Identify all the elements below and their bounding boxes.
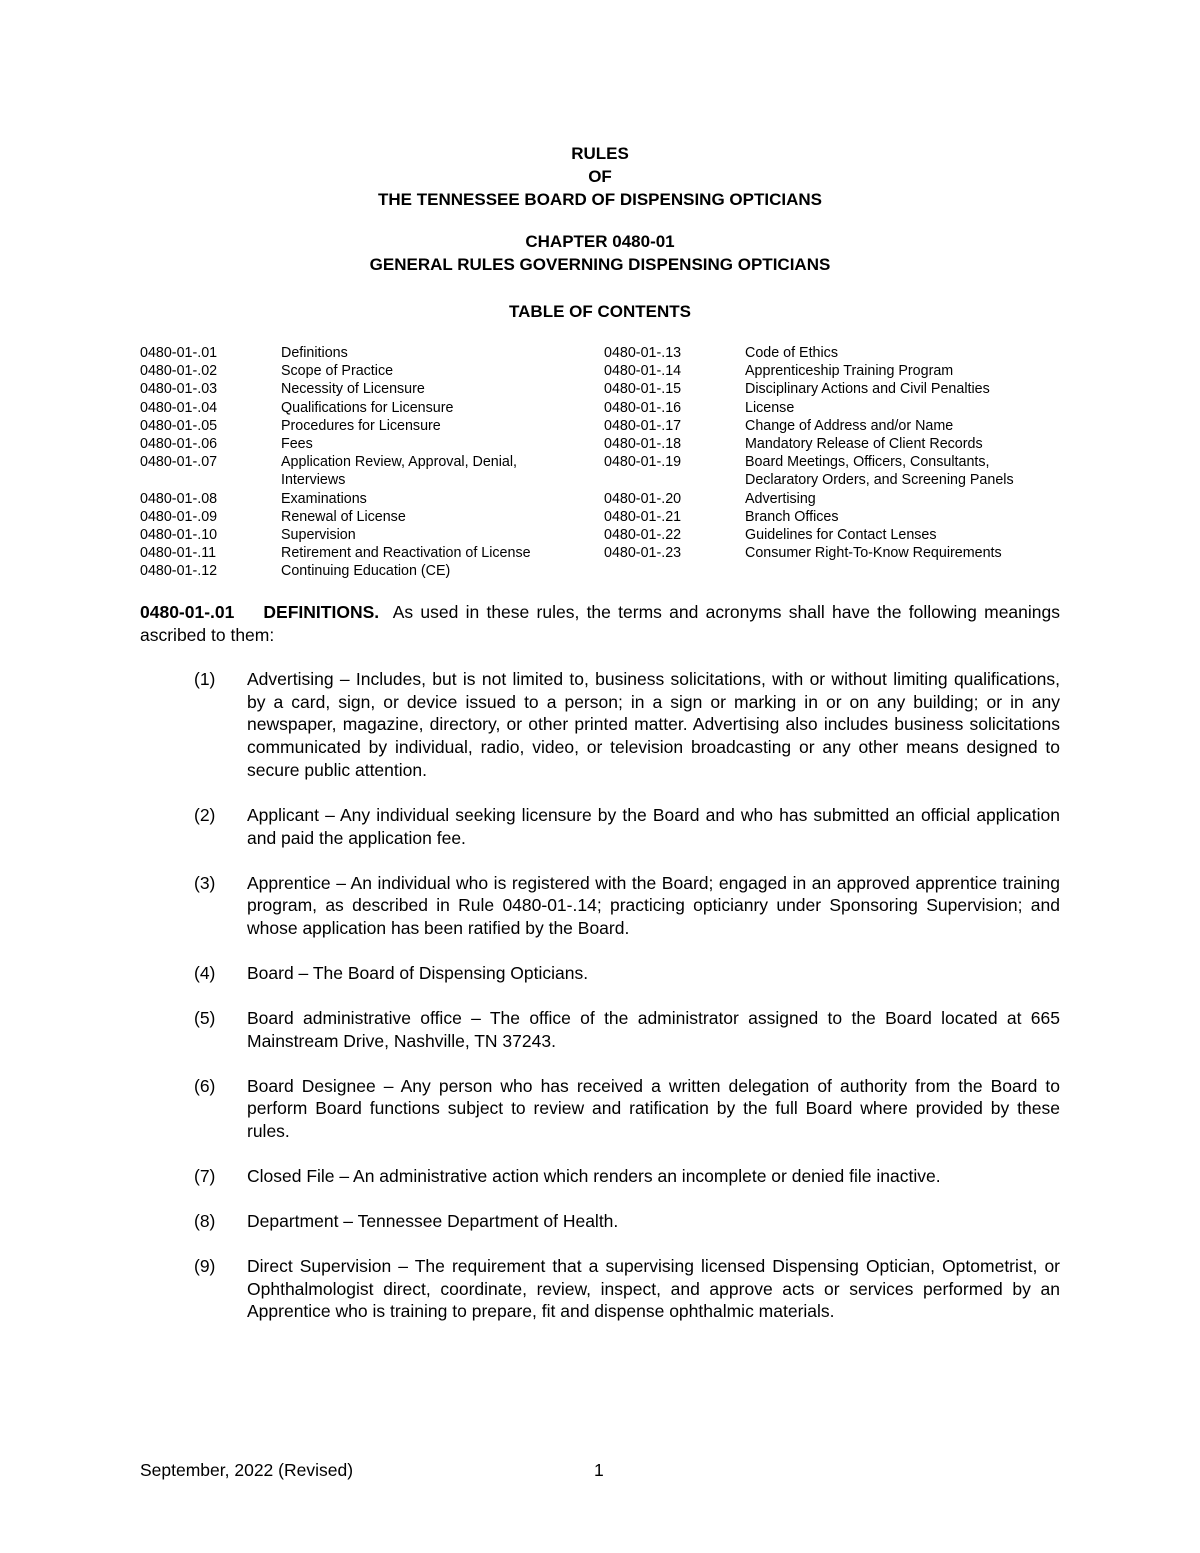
toc-entry-number: 0480-01-.11 — [140, 545, 217, 562]
definition-text: Board Designee – Any person who has received a written delegation of authority from the Board to perform Board functions subject to review and ratification by the full Board where provided by these rules. — [247, 1075, 1060, 1142]
toc-entry-number: 0480-01-.01 — [140, 345, 218, 361]
toc-entry[interactable] — [604, 453, 1064, 489]
toc-right-column — [604, 344, 1064, 562]
toc-entry-number: 0480-01-.12 — [140, 563, 218, 580]
toc-entry[interactable] — [140, 362, 580, 380]
definition-text: Board administrative office – The office of the administrator assigned to the Board located at 665 Mainstream Drive, Nashville, TN 37243. — [247, 1007, 1060, 1051]
definition-text: Applicant – Any individual seeking licensure by the Board and who has submitted an official application and paid the application fee. — [247, 804, 1060, 848]
toc-entry-number: 0480-01-.22 — [604, 527, 682, 544]
toc-entry-number: 0480-01-.07 — [140, 454, 218, 471]
toc-entry-title: Board Meetings, Officers, Consultants, Declaratory Orders, and Screening Panels — [745, 454, 1014, 489]
definition-number: (8) — [194, 1211, 216, 1232]
definition-item — [140, 1007, 1060, 1052]
title-board: THE TENNESSEE BOARD OF DISPENSING OPTICIANS — [378, 190, 822, 209]
toc-entry-number: 0480-01-.03 — [140, 381, 218, 398]
definition-item — [140, 1255, 1060, 1323]
toc-entry[interactable] — [604, 508, 1064, 526]
toc-entry-title: Apprenticeship Training Program — [745, 363, 954, 380]
toc-entry[interactable] — [604, 435, 1064, 453]
definition-item — [140, 668, 1060, 782]
chapter-block — [140, 230, 1060, 276]
toc-entry[interactable] — [140, 344, 580, 362]
toc-entry-title: Necessity of Licensure — [281, 381, 425, 398]
toc-entry[interactable] — [140, 417, 580, 435]
section-heading: DEFINITIONS. — [263, 602, 380, 622]
definition-text: Board – The Board of Dispensing Opticians. — [247, 962, 589, 983]
toc-entry-title: Consumer Right-To-Know Requirements — [745, 545, 1002, 562]
definition-number: (7) — [194, 1166, 216, 1187]
toc-entry[interactable] — [604, 544, 1064, 562]
toc-heading: TABLE OF CONTENTS — [509, 302, 691, 321]
definition-number: (6) — [194, 1075, 216, 1096]
definition-text: Direct Supervision – The requirement that a supervising licensed Dispensing Optician, Optometrist, or Ophthalmologist direct, coordinate, review, inspect, and approve acts or services performed by an Apprentice who is training to prepare, fit and dispense ophthalmic materials. — [247, 1256, 1060, 1322]
toc-entry[interactable] — [140, 453, 580, 489]
toc-entry-title: Examinations — [281, 490, 367, 507]
toc-entry-number: 0480-01-.13 — [604, 345, 682, 361]
toc-entry[interactable] — [604, 417, 1064, 435]
definition-text: Apprentice – An individual who is registered with the Board; engaged in an approved apprentice training program, as described in Rule 0480-01-.14; practicing opticianry under Sponsoring Supervision; and whose application has been ratified by the Board. — [247, 872, 1060, 938]
toc-entry-title: Supervision — [281, 527, 356, 544]
toc-entry[interactable] — [604, 490, 1064, 508]
section-intro-text: As used in these rules, the terms and acronyms shall have the following meanings ascribed to them: — [140, 602, 1060, 645]
toc-entry[interactable] — [140, 490, 580, 508]
definition-number: (3) — [194, 872, 216, 893]
definition-item — [140, 962, 1060, 985]
definition-item — [140, 1075, 1060, 1143]
toc-entry-title: Guidelines for Contact Lenses — [745, 527, 937, 544]
toc-entry[interactable] — [140, 399, 580, 417]
toc-entry-title: Definitions — [281, 345, 348, 361]
definition-text: Closed File – An administrative action which renders an incomplete or denied file inactive. — [247, 1166, 941, 1187]
toc-entry[interactable] — [604, 380, 1064, 398]
toc-entry-title: Retirement and Reactivation of License — [281, 545, 531, 562]
toc-entry-number: 0480-01-.06 — [140, 436, 218, 453]
toc-entry-title: Scope of Practice — [281, 363, 394, 380]
toc-entry-title: Code of Ethics — [745, 345, 838, 361]
toc-entry-title: Fees — [281, 436, 313, 453]
toc-entry[interactable] — [140, 380, 580, 398]
definition-number: (4) — [194, 962, 216, 983]
toc-entry[interactable] — [140, 526, 580, 544]
toc-entry-title: Disciplinary Actions and Civil Penalties — [745, 381, 990, 398]
document-title-block — [140, 142, 1060, 211]
footer-page-number: 1 — [594, 1460, 604, 1480]
toc-entry-number: 0480-01-.10 — [140, 527, 218, 544]
toc-entry-title: Branch Offices — [745, 508, 839, 525]
definition-number: (1) — [194, 669, 216, 689]
toc-entry-title: Renewal of License — [281, 508, 406, 525]
toc-entry-number: 0480-01-.08 — [140, 490, 218, 507]
toc-left-column — [140, 344, 580, 581]
definition-text: Department – Tennessee Department of Health. — [247, 1211, 619, 1232]
definition-item — [140, 804, 1060, 849]
toc-entry[interactable] — [140, 544, 580, 562]
definition-number: (5) — [194, 1007, 216, 1028]
toc-entry-number: 0480-01-.05 — [140, 417, 218, 434]
toc-entry[interactable] — [604, 526, 1064, 544]
toc-entry[interactable] — [140, 435, 580, 453]
toc-entry-title: Change of Address and/or Name — [745, 417, 954, 434]
toc-entry-title: Advertising — [745, 490, 816, 507]
toc-entry-number: 0480-01-.19 — [604, 454, 682, 471]
toc-entry-number: 0480-01-.20 — [604, 490, 682, 507]
title-rules: RULES — [571, 144, 629, 163]
definition-item — [140, 1210, 1060, 1233]
toc-entry-number: 0480-01-.16 — [604, 399, 682, 416]
definition-text: Advertising – Includes, but is not limited to, business solicitations, with or without limiting qualifications, by a card, sign, or device issued to a person; in a sign or marking in or on any building; or in any newspaper, magazine, directory, or other printed matter. Advertising also includes business solicitations communicated by individual, radio, video, or television broadcasting or any other means designed to secure public attention. — [247, 669, 1060, 780]
footer-revision-date: September, 2022 (Revised) — [140, 1460, 354, 1480]
toc-entry[interactable] — [140, 508, 580, 526]
toc-entry-number: 0480-01-.17 — [604, 417, 682, 434]
toc-entry-number: 0480-01-.23 — [604, 545, 682, 562]
toc-entry-title: License — [745, 399, 795, 416]
definition-number: (9) — [194, 1256, 216, 1277]
definitions-intro — [140, 601, 1060, 647]
toc-entry-number: 0480-01-.14 — [604, 363, 682, 380]
section-number: 0480-01-.01 — [140, 602, 235, 622]
toc-entry-number: 0480-01-.09 — [140, 508, 218, 525]
toc-entry-title: Mandatory Release of Client Records — [745, 436, 983, 453]
toc-entry[interactable] — [604, 399, 1064, 417]
definition-item — [140, 1165, 1060, 1188]
toc-entry-number: 0480-01-.15 — [604, 381, 682, 398]
chapter-title: GENERAL RULES GOVERNING DISPENSING OPTICIANS — [369, 255, 831, 274]
definition-item — [140, 872, 1060, 940]
toc-entry[interactable] — [604, 362, 1064, 380]
toc-entry-number: 0480-01-.18 — [604, 436, 682, 453]
toc-entry-title: Procedures for Licensure — [281, 417, 441, 434]
title-of: OF — [588, 167, 612, 186]
definitions-list — [140, 668, 1060, 1345]
definition-number: (2) — [194, 804, 216, 825]
chapter-number: CHAPTER 0480-01 — [525, 232, 675, 251]
toc-entry[interactable] — [604, 344, 1064, 362]
toc-entry[interactable] — [140, 562, 580, 580]
toc-entry-title: Continuing Education (CE) — [281, 563, 451, 580]
toc-entry-title: Qualifications for Licensure — [281, 399, 454, 416]
toc-entry-number: 0480-01-.04 — [140, 399, 218, 416]
toc-entry-number: 0480-01-.21 — [604, 508, 682, 525]
toc-entry-title: Application Review, Approval, Denial, Interviews — [281, 454, 518, 489]
toc-entry-number: 0480-01-.02 — [140, 363, 218, 380]
